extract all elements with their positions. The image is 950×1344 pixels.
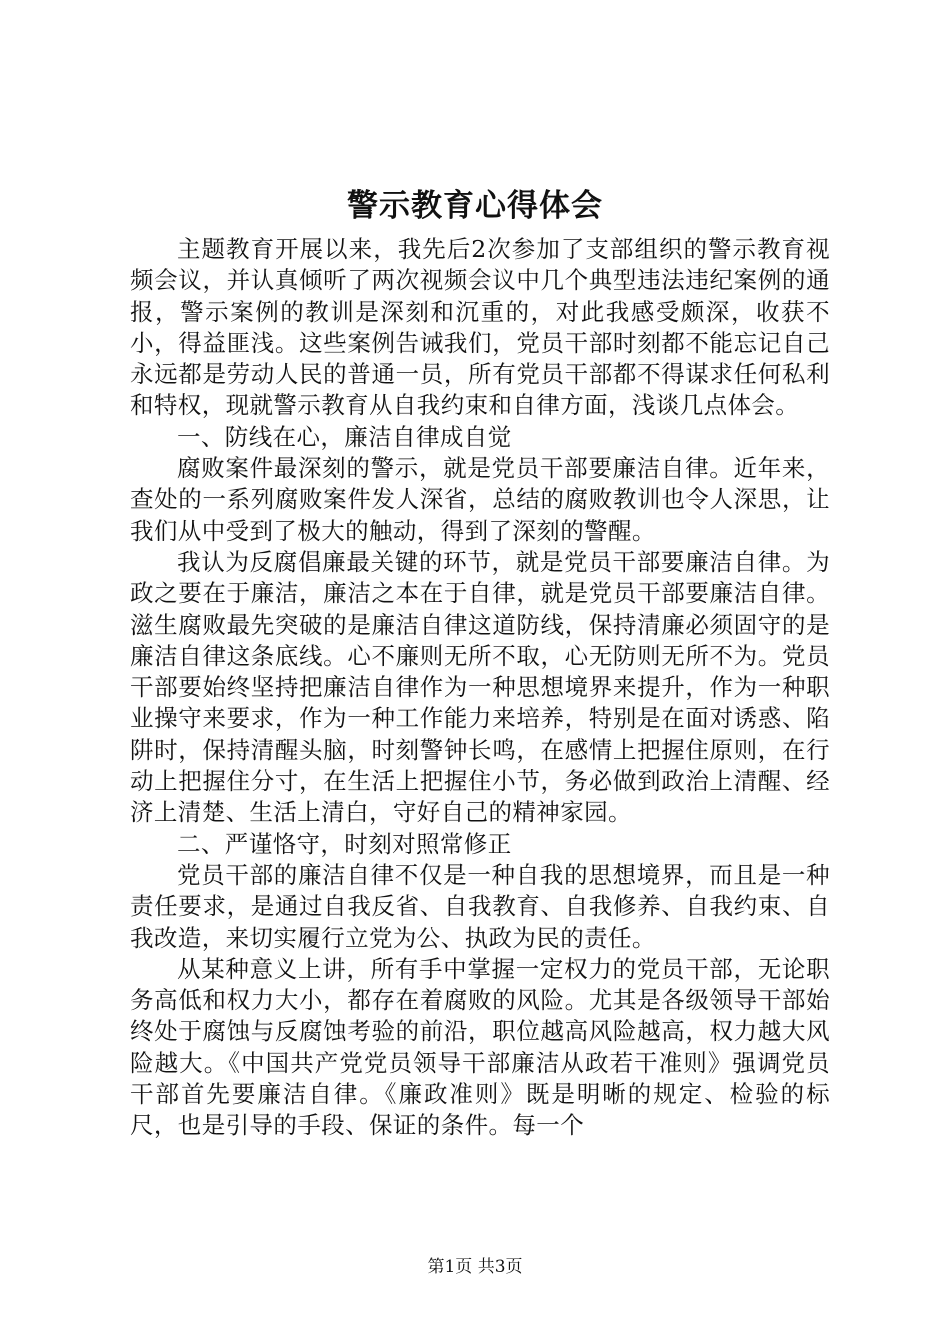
section-heading-1: 一、防线在心，廉洁自律成自觉 [177,422,512,451]
document-title: 警示教育心得体会 [347,188,603,224]
document-body [130,234,830,1142]
paragraph: 腐败案件最深刻的警示，就是党员干部要廉洁自律。近年来，查处的一系列腐败案件发人深省，总结的腐败教训也令人深思，让我们从中受到了极大的触动，得到了深刻的警醒。 [130,454,830,545]
paragraph-intro: 主题教育开展以来，我先后2次参加了支部组织的警示教育视频会议，并认真倾听了两次视频会议中几个典型违法违纪案例的通报，警示案例的教训是深刻和沉重的，对此我感受颇深，收获不小，得益匪浅。这些案例告诫我们，党员干部时刻都不能忘记自己永远都是劳动人民的普通一员，所有党员干部都不得谋求任何私利和特权，现就警示教育从自我约束和自律方面，浅谈几点体会。 [130,235,830,420]
section-heading-2: 二、严谨恪守，时刻对照常修正 [177,829,512,858]
page-footer [0,1255,950,1279]
page-number: 第1页 共3页 [427,1257,523,1277]
paragraph: 我认为反腐倡廉最关键的环节，就是党员干部要廉洁自律。为政之要在于廉洁，廉洁之本在于自律，就是党员干部要廉洁自律。滋生腐败最先突破的是廉洁自律这道防线，保持清廉必须固守的是廉洁自律这条底线。心不廉则无所不取，心无防则无所不为。党员干部要始终坚持把廉洁自律作为一种思想境界来提升，作为一种职业操守来要求，作为一种工作能力来培养，特别是在面对诱惑、陷阱时，保持清醒头脑，时刻警钟长鸣，在感情上把握住原则，在行动上把握住分寸，在生活上把握住小节，务必做到政治上清醒、经济上清楚、生活上清白，守好自己的精神家园。 [130,547,830,827]
paragraph: 从某种意义上讲，所有手中掌握一定权力的党员干部，无论职务高低和权力大小，都存在着腐败的风险。尤其是各级领导干部始终处于腐蚀与反腐蚀考验的前沿，职位越高风险越高，权力越大风险越大。《中国共产党党员领导干部廉洁从政若干准则》强调党员干部首先要廉洁自律。《廉政准则》既是明晰的规定、检验的标尺，也是引导的手段、保证的条件。每一个 [130,954,830,1140]
paragraph: 党员干部的廉洁自律不仅是一种自我的思想境界，而且是一种责任要求，是通过自我反省、自我教育、自我修养、自我约束、自我改造，来切实履行立党为公、执政为民的责任。 [130,860,830,952]
